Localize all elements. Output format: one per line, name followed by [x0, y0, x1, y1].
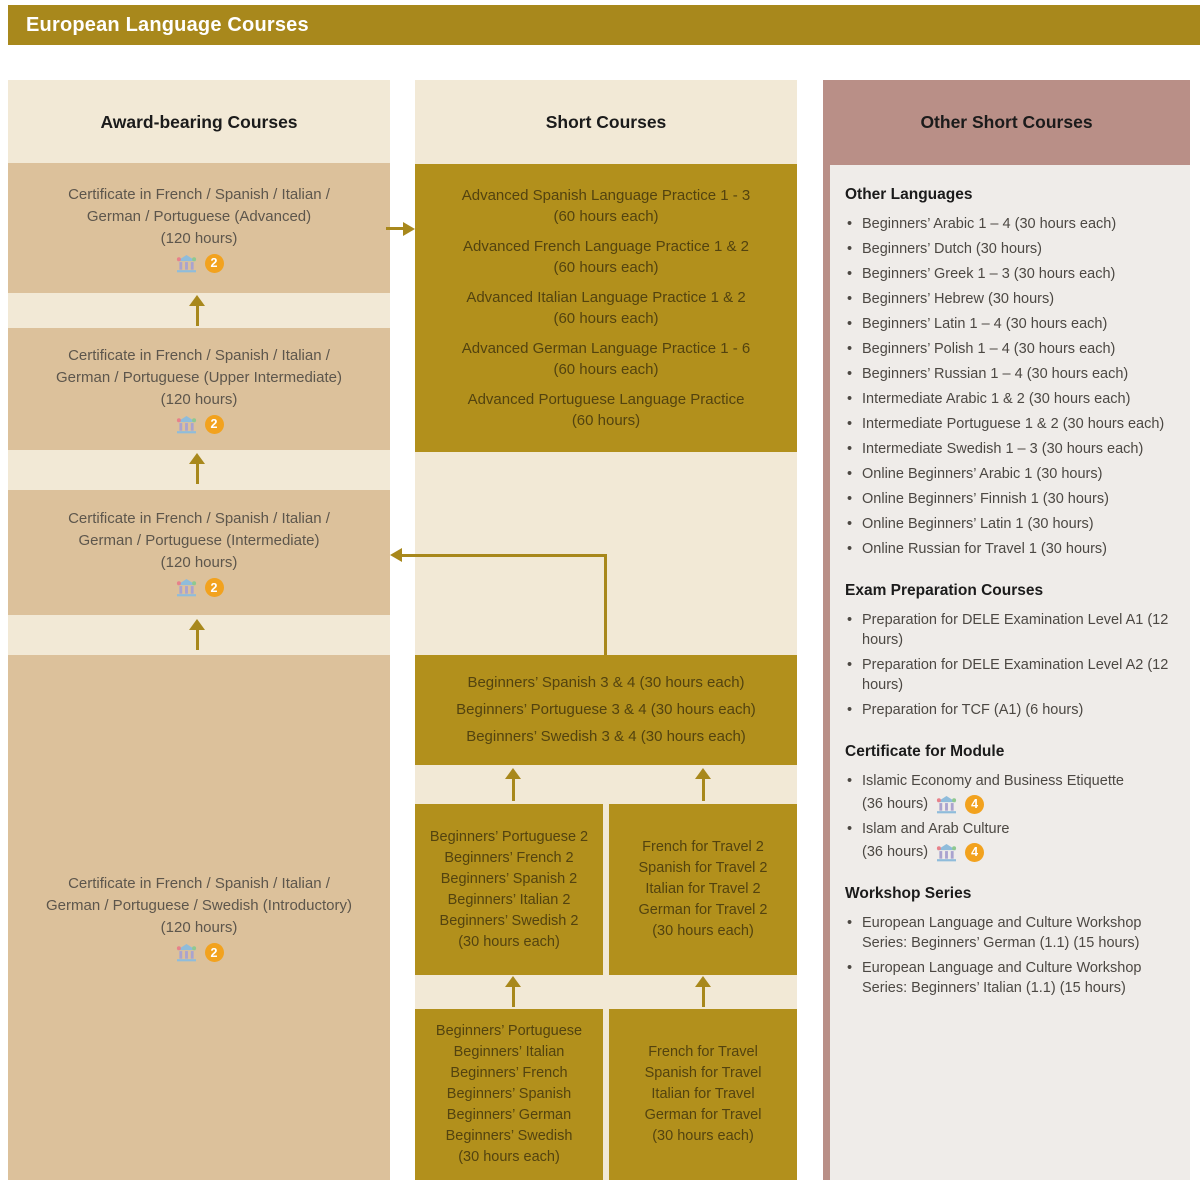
arrow-up-icon	[189, 295, 205, 326]
other-short-courses-header	[823, 80, 1190, 165]
arrow-right-icon	[403, 222, 415, 236]
course-line: Italian for Travel 2	[645, 881, 761, 897]
section-heading: Workshop Series	[845, 885, 972, 902]
module-title: • Islamic Economy and Business Etiquette	[862, 773, 1124, 789]
course-list	[845, 913, 1182, 998]
travel-level2-box	[609, 804, 797, 975]
course-line: Beginners’ Swedish 3 & 4 (30 hours each)	[466, 728, 746, 745]
other-short-courses-column	[823, 80, 1190, 1180]
certificate-title-line: (120 hours)	[160, 554, 238, 571]
module-hours-row	[862, 794, 1182, 814]
delivery-badge-row	[175, 943, 224, 962]
course-hours: (60 hours each)	[553, 208, 659, 225]
course-line: (30 hours each)	[652, 1128, 754, 1144]
course-list	[845, 771, 1182, 862]
course-line: Spanish for Travel	[644, 1065, 762, 1081]
course-line: German for Travel	[644, 1107, 762, 1123]
delivery-badge-row	[175, 254, 224, 273]
count-badge: 2	[205, 943, 224, 962]
award-column-header	[8, 80, 390, 165]
course-list-item: • Online Beginners’ Arabic 1 (30 hours)	[845, 464, 1182, 484]
course-list-item	[845, 771, 1182, 814]
arrow-up-icon	[695, 976, 711, 1007]
course-hours: (60 hours)	[571, 412, 641, 429]
section-heading: Certificate for Module	[845, 743, 1005, 760]
course-list	[845, 610, 1182, 720]
course-line: Beginners’ Spanish 2	[440, 870, 578, 887]
course-line: German for Travel 2	[638, 902, 768, 918]
beginners-level1-box	[415, 1009, 603, 1180]
course-list-item: • Beginners’ Russian 1 – 4 (30 hours each)	[845, 364, 1182, 384]
course-list-item: • Beginners’ Latin 1 – 4 (30 hours each)	[845, 314, 1182, 334]
campus-icon	[175, 943, 198, 962]
course-line: (30 hours each)	[458, 1149, 560, 1165]
course-list-item: • Preparation for DELE Examination Level A2 (12 hours)	[845, 655, 1182, 695]
other-short-courses-panel	[823, 165, 1190, 1180]
advanced-practice-box	[415, 164, 797, 452]
course-list-item: • Online Beginners’ Finnish 1 (30 hours)	[845, 489, 1182, 509]
count-badge: 2	[205, 254, 224, 273]
certificate-title-line: German / Portuguese (Advanced)	[86, 207, 312, 225]
course-title: Advanced Portuguese Language Practice	[467, 391, 745, 408]
course-entry	[462, 338, 751, 380]
course-entry	[468, 389, 745, 431]
campus-icon	[175, 415, 198, 434]
certificate-title-line: (120 hours)	[160, 390, 238, 408]
certificate-box-intermediate	[8, 490, 390, 615]
other-short-courses-title: Other Short Courses	[920, 112, 1093, 132]
short-courses-title: Short Courses	[545, 112, 667, 132]
course-list-item: • European Language and Culture Workshop Series: Beginners’ German (1.1) (15 hours)	[845, 913, 1182, 953]
course-line: Italian for Travel	[651, 1086, 755, 1102]
delivery-badge-row	[175, 578, 224, 597]
count-badge: 4	[965, 843, 984, 862]
campus-icon	[935, 843, 958, 862]
campus-icon	[935, 843, 958, 862]
certificate-title-line: German / Portuguese / Swedish (Introductory)	[46, 897, 352, 914]
beginners-level2-box	[415, 804, 603, 975]
course-list-item: • Beginners’ Greek 1 – 3 (30 hours each)	[845, 264, 1182, 284]
course-line: Beginners’ Spanish	[446, 1086, 572, 1102]
course-line: Beginners’ Swedish	[445, 1128, 573, 1144]
course-title: Advanced French Language Practice 1 & 2	[462, 238, 750, 255]
delivery-badge-row	[175, 415, 224, 434]
certificate-title-line: (120 hours)	[160, 229, 238, 247]
page-title: European Language Courses	[26, 13, 309, 36]
campus-icon	[935, 795, 958, 814]
campus-icon	[175, 578, 198, 597]
course-line: French for Travel	[648, 1044, 758, 1060]
certificate-title-line: Certificate in French / Spanish / Italian /	[68, 510, 330, 527]
course-list	[845, 214, 1182, 559]
course-line: Spanish for Travel 2	[638, 860, 768, 876]
certificate-title-line: German / Portuguese (Upper Intermediate)	[56, 368, 342, 386]
course-list-item: • Beginners’ Arabic 1 – 4 (30 hours each)	[845, 214, 1182, 234]
award-column-title: Award-bearing Courses	[100, 112, 298, 132]
course-line: Beginners’ Swedish 2	[439, 912, 579, 929]
course-list-item: • Preparation for DELE Examination Level A1 (12 hours)	[845, 610, 1182, 650]
course-line: (30 hours each)	[458, 933, 560, 950]
campus-icon	[175, 578, 198, 597]
course-list-item: • Intermediate Arabic 1 & 2 (30 hours each)	[845, 389, 1182, 409]
short-courses-header	[415, 80, 797, 165]
course-line: Beginners’ Portuguese 3 & 4 (30 hours each)	[456, 701, 756, 718]
course-line: Beginners’ Italian	[453, 1044, 565, 1060]
section-heading: Other Languages	[845, 186, 973, 203]
course-line: French for Travel 2	[642, 839, 764, 855]
course-title: Advanced German Language Practice 1 - 6	[461, 340, 751, 357]
certificate-box-upper-intermediate	[8, 328, 390, 450]
certificate-title-line: German / Portuguese (Intermediate)	[78, 532, 320, 549]
course-line: Beginners’ German	[446, 1107, 572, 1123]
campus-icon	[175, 254, 198, 273]
module-title: • Islam and Arab Culture	[862, 821, 1010, 837]
course-list-item	[845, 819, 1182, 862]
course-line: Beginners’ Portuguese 2	[429, 828, 589, 845]
module-hours: (36 hours)	[862, 796, 929, 812]
arrow-up-icon	[189, 619, 205, 650]
course-list-item: • Intermediate Portuguese 1 & 2 (30 hours each)	[845, 414, 1182, 434]
course-line: Beginners’ French	[450, 1065, 568, 1081]
connector-vertical-line	[604, 556, 607, 655]
certificate-title-line: Certificate in French / Spanish / Italian /	[68, 185, 330, 203]
certificate-box-introductory	[8, 655, 390, 1180]
module-hours-row	[862, 842, 1182, 862]
arrow-right-stem	[386, 227, 404, 230]
module-hours: (36 hours)	[862, 844, 929, 860]
course-hours: (60 hours each)	[553, 259, 659, 276]
arrow-up-icon	[505, 976, 521, 1007]
page-title-bar	[8, 5, 1200, 45]
course-hours: (60 hours each)	[553, 310, 659, 327]
arrow-up-icon	[189, 453, 205, 484]
beginners-3-4-box	[415, 655, 797, 765]
count-badge: 4	[965, 795, 984, 814]
course-title: Advanced Italian Language Practice 1 & 2	[466, 289, 746, 306]
course-entry	[466, 287, 745, 329]
course-entry	[463, 236, 749, 278]
campus-icon	[175, 943, 198, 962]
count-badge: 2	[205, 578, 224, 597]
course-title: Advanced Spanish Language Practice 1 - 3	[461, 187, 751, 204]
course-list-item: • Online Russian for Travel 1 (30 hours)	[845, 539, 1182, 559]
course-list-item: • Online Beginners’ Latin 1 (30 hours)	[845, 514, 1182, 534]
course-list-item: • Beginners’ Polish 1 – 4 (30 hours each)	[845, 339, 1182, 359]
course-line: (30 hours each)	[652, 923, 754, 939]
course-hours: (60 hours each)	[553, 361, 659, 378]
course-list-item: • Beginners’ Dutch (30 hours)	[845, 239, 1182, 259]
course-list-item: • Intermediate Swedish 1 – 3 (30 hours each)	[845, 439, 1182, 459]
arrow-up-icon	[695, 768, 711, 801]
travel-level1-box	[609, 1009, 797, 1180]
course-line: Beginners’ Spanish 3 & 4 (30 hours each)	[467, 674, 745, 691]
certificate-title-line: Certificate in French / Spanish / Italian /	[68, 346, 330, 364]
course-entry	[462, 185, 751, 227]
campus-icon	[175, 415, 198, 434]
course-list-item: • European Language and Culture Workshop Series: Beginners’ Italian (1.1) (15 hours)	[845, 958, 1182, 998]
course-list-item: • Preparation for TCF (A1) (6 hours)	[845, 700, 1182, 720]
connector-horizontal-line	[401, 554, 607, 557]
campus-icon	[175, 254, 198, 273]
count-badge: 2	[205, 415, 224, 434]
course-list-item: • Beginners’ Hebrew (30 hours)	[845, 289, 1182, 309]
section-heading: Exam Preparation Courses	[845, 582, 1044, 599]
arrow-up-icon	[505, 768, 521, 801]
certificate-title-line: (120 hours)	[160, 919, 238, 936]
course-line: Beginners’ Portuguese	[435, 1023, 583, 1039]
certificate-box-advanced	[8, 163, 390, 293]
course-line: Beginners’ French 2	[444, 849, 574, 866]
certificate-title-line: Certificate in French / Spanish / Italian /	[68, 875, 330, 892]
course-line: Beginners’ Italian 2	[447, 891, 571, 908]
campus-icon	[935, 795, 958, 814]
